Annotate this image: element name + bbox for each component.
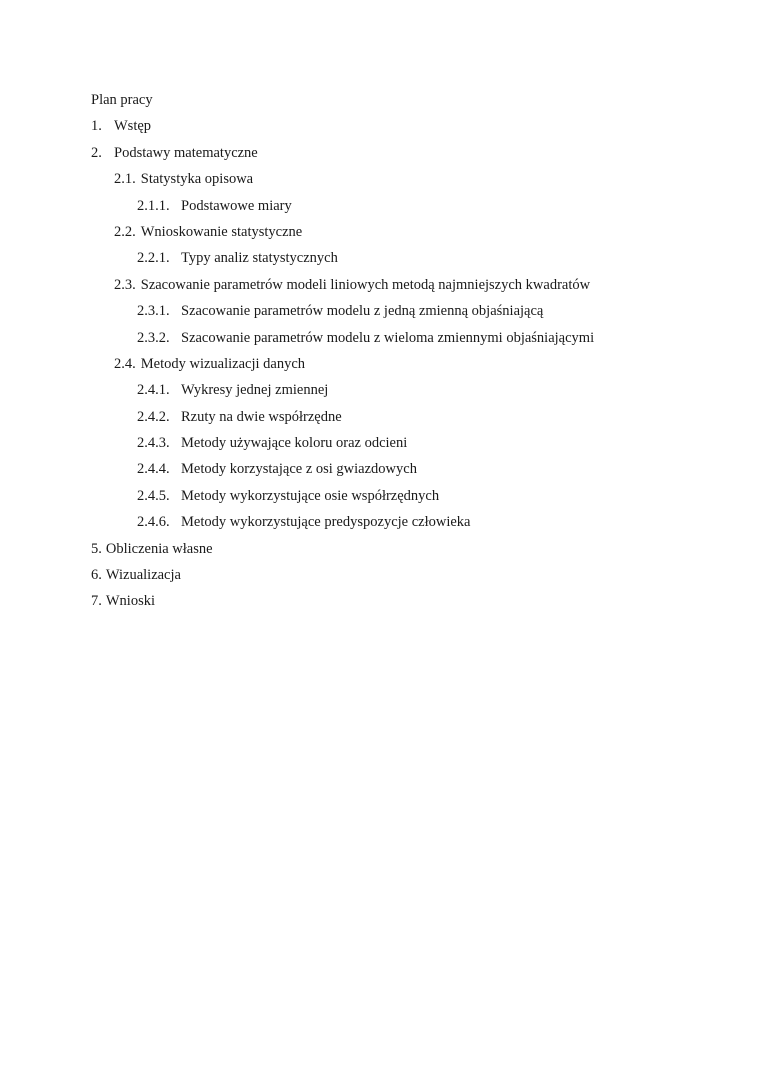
toc-entry-text: Metody korzystające z osi gwiazdowych xyxy=(181,461,417,478)
document-title: Plan pracy xyxy=(91,92,153,108)
toc-entry-number: 6. xyxy=(91,567,102,584)
toc-entry-text: Metody wykorzystujące predyspozycje człowieka xyxy=(181,514,471,531)
toc-entry-number: 2.4. xyxy=(114,355,136,372)
toc-entry-number: 1. xyxy=(91,118,102,135)
toc-entry xyxy=(91,143,731,169)
toc-entry xyxy=(91,486,731,512)
toc-entry xyxy=(91,301,731,327)
toc-entry-number: 2.1. xyxy=(114,171,136,188)
toc-entry-text: Wnioskowanie statystyczne xyxy=(140,223,303,240)
toc-entry xyxy=(91,433,731,459)
toc-entry-number: 2.2.1. xyxy=(137,250,170,267)
table-of-contents xyxy=(91,90,731,618)
toc-entry-text: Wizualizacja xyxy=(105,567,181,584)
toc-entry xyxy=(91,591,731,617)
toc-entry xyxy=(91,539,731,565)
toc-entry-number: 2.3.2. xyxy=(137,329,170,346)
toc-entry xyxy=(91,169,731,195)
toc-entry-number: 2.3.1. xyxy=(137,303,170,320)
toc-entry-text: Rzuty na dwie współrzędne xyxy=(181,408,342,425)
toc-entry-text: Metody wykorzystujące osie współrzędnych xyxy=(181,487,440,504)
toc-entry-number: 2.4.6. xyxy=(137,514,170,531)
toc-entry-text: Metody używające koloru oraz odcieni xyxy=(181,435,408,452)
toc-entry xyxy=(91,354,731,380)
toc-entry-number: 2.2. xyxy=(114,223,136,240)
toc-entry-text: Obliczenia własne xyxy=(105,540,213,557)
toc-entry-text: Wnioski xyxy=(105,593,156,610)
toc-entry-text: Wstęp xyxy=(114,118,152,135)
toc-entry xyxy=(91,275,731,301)
toc-entry xyxy=(91,380,731,406)
toc-entry-number: 5. xyxy=(91,540,102,557)
toc-entry xyxy=(91,407,731,433)
toc-entry xyxy=(91,565,731,591)
toc-entry-text: Typy analiz statystycznych xyxy=(181,250,338,267)
toc-entry xyxy=(91,328,731,354)
toc-entry-text: Podstawy matematyczne xyxy=(114,144,258,161)
toc-entry-text: Statystyka opisowa xyxy=(140,171,254,188)
toc-entry xyxy=(91,116,731,142)
toc-entry-number: 2.4.3. xyxy=(137,435,170,452)
toc-entry-number: 2.3. xyxy=(114,276,136,293)
toc-entry-text: Metody wizualizacji danych xyxy=(140,355,306,372)
toc-entry-number: 2.4.2. xyxy=(137,408,170,425)
toc-entry-text: Wykresy jednej zmiennej xyxy=(181,382,329,399)
toc-entry xyxy=(91,248,731,274)
toc-entry-text: Szacowanie parametrów modelu z wieloma zmiennymi objaśniającymi xyxy=(181,329,595,346)
toc-entry-number: 2. xyxy=(91,144,102,161)
toc-entry-number: 7. xyxy=(91,593,102,610)
toc-entry-number: 2.1.1. xyxy=(137,197,170,214)
toc-entry xyxy=(91,222,731,248)
toc-entry-number: 2.4.4. xyxy=(137,461,170,478)
toc-entry xyxy=(91,512,731,538)
toc-entry-number: 2.4.5. xyxy=(137,487,170,504)
toc-entry-text: Szacowanie parametrów modeli liniowych metodą najmniejszych kwadratów xyxy=(140,276,591,293)
toc-entry xyxy=(91,459,731,485)
toc-entry xyxy=(91,196,731,222)
toc-entry-text: Szacowanie parametrów modelu z jedną zmienną objaśniającą xyxy=(181,303,544,320)
toc-entry-text: Podstawowe miary xyxy=(181,197,292,214)
toc-entry-number: 2.4.1. xyxy=(137,382,170,399)
